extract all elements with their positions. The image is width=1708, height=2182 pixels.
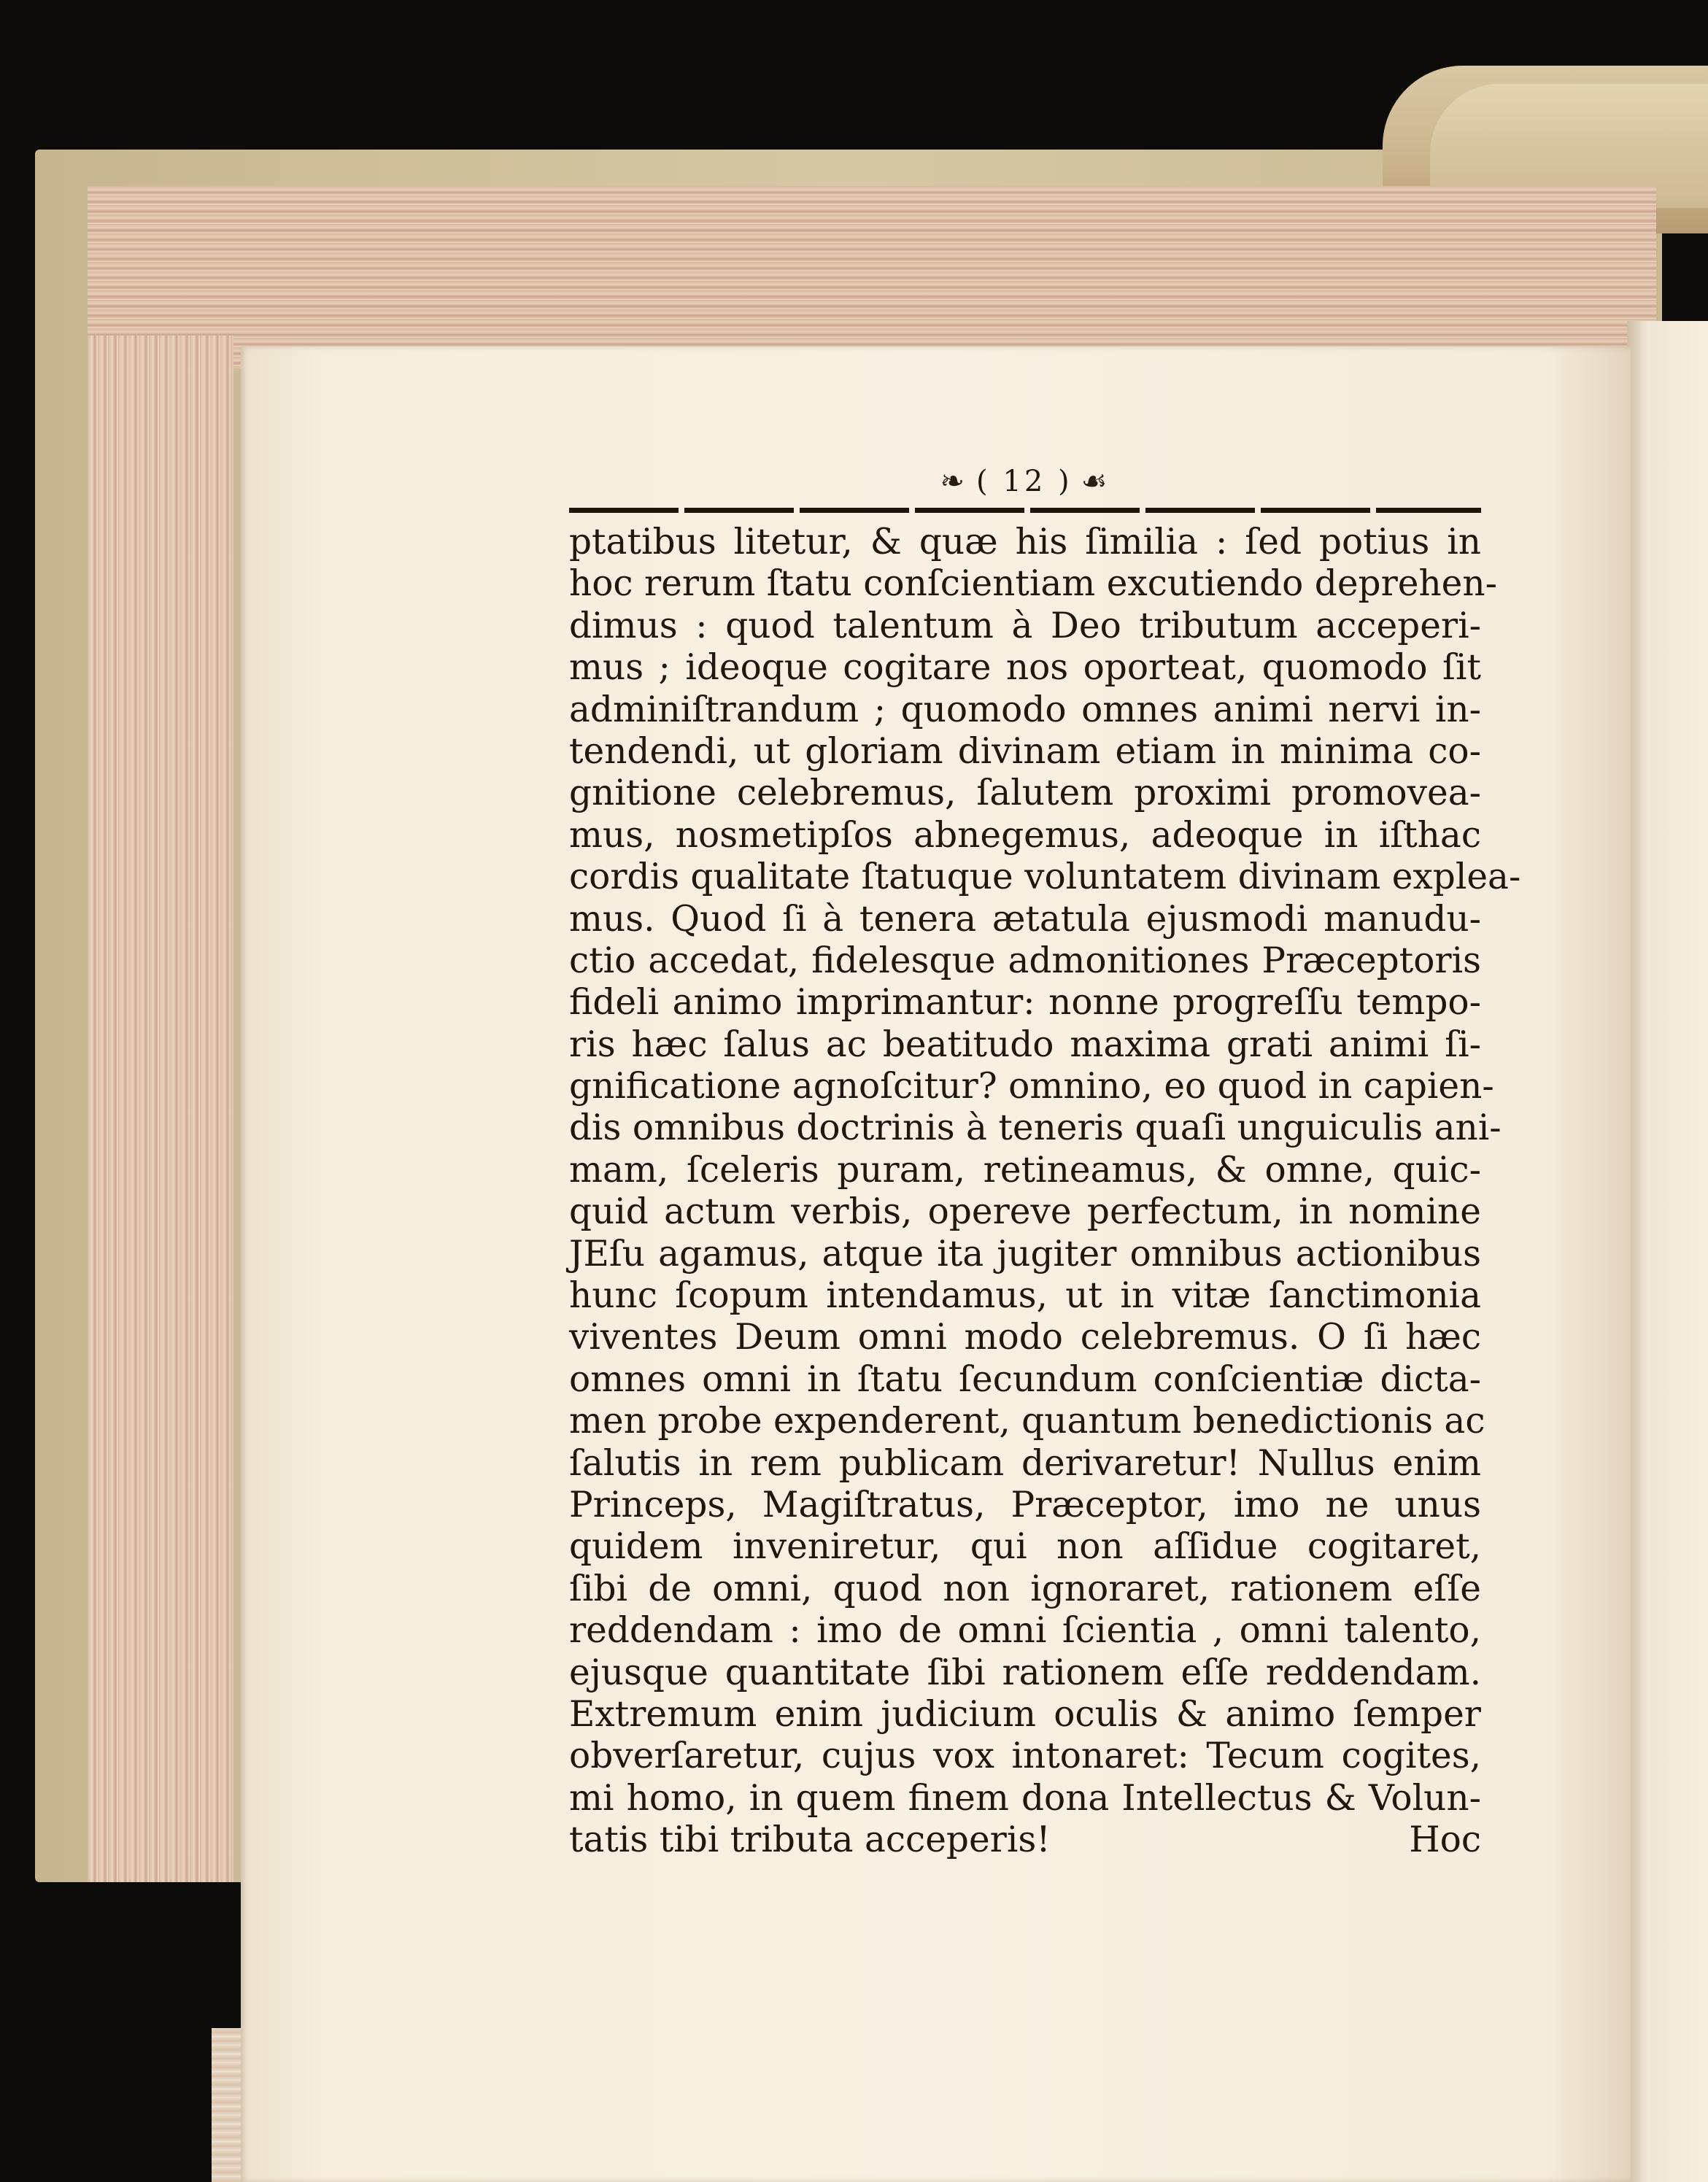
text-line: Extremum enim judicium oculis & animo ſemper (569, 1693, 1481, 1735)
text-line: hoc rerum ſtatu conſcientiam excutiendo deprehen- (569, 563, 1498, 605)
text-line: reddendam : imo de omni ſcientia , omni talento, (569, 1610, 1481, 1652)
text-line: tendendi, ut gloriam divinam etiam in minima co- (569, 730, 1481, 772)
body-text (569, 522, 1521, 1862)
text-line: ctio accedat, fidelesque admonitiones Præceptoris (569, 940, 1481, 981)
running-head (569, 460, 1481, 503)
text-line: obverſaretur, cujus vox intonaret: Tecum cogites, (569, 1736, 1481, 1777)
text-line: omnes omni in ſtatu ſecundum conſcientiæ dicta- (569, 1358, 1481, 1400)
page-number: ( 12 ) (976, 465, 1073, 498)
text-line: ejusque quantitate ſibi rationem eſſe reddendam. (569, 1652, 1481, 1693)
text-line: mus, nosmetipſos abnegemus, adeoque in iſthac (569, 814, 1481, 856)
text-line: quidem inveniretur, qui non aſſidue cogitaret, (569, 1526, 1481, 1568)
page-edges-left (88, 336, 233, 1882)
text-line: viventes Deum omni modo celebremus. O ſi hæc (569, 1317, 1481, 1358)
text-line: dis omnibus doctrinis à teneris quaſi unguiculis ani- (569, 1107, 1502, 1149)
header-rule (569, 508, 1481, 513)
catchword: Hoc (1409, 1819, 1481, 1861)
text-line: fideli animo imprimantur: nonne progreſſu tempo- (569, 982, 1481, 1024)
text-line: cordis qualitate ſtatuque voluntatem divinam explea- (569, 856, 1521, 898)
page-edges-top (88, 186, 1656, 368)
text-line: men probe expenderent, quantum benedictionis ac (569, 1401, 1485, 1442)
page-content (569, 460, 1521, 1862)
text-line: mam, ſceleris puram, retineamus, & omne, quic- (569, 1149, 1481, 1191)
text-line: mus ; ideoque cogitare nos oporteat, quomodo ſit (569, 647, 1481, 689)
text-line: dimus : quod talentum à Deo tributum acceperi- (569, 605, 1481, 646)
text-line: gnificatione agnoſcitur? omnino, eo quod in capien- (569, 1066, 1494, 1107)
text-line-last (569, 1819, 1481, 1861)
facing-page-edge (1627, 321, 1708, 2182)
text-line: mus. Quod ſi à tenera ætatula ejusmodi manudu- (569, 898, 1481, 940)
text-line: ris hæc ſalus ac beatitudo maxima grati animi ſi- (569, 1024, 1481, 1065)
text-line-final: tatis tibi tributa acceperis! (569, 1819, 1051, 1861)
text-line: ſalutis in rem publicam derivaretur! Nullus enim (569, 1442, 1481, 1484)
text-line: quid actum verbis, opereve perfectum, in nomine (569, 1191, 1481, 1233)
text-line: JEſu agamus, atque ita jugiter omnibus actionibus (569, 1233, 1481, 1274)
ornament-left-icon: ❧ (940, 465, 968, 498)
text-line: Princeps, Magiſtratus, Præceptor, imo ne unus (569, 1484, 1481, 1525)
text-line: hunc ſcopum intendamus, ut in vitæ ſanctimonia (569, 1275, 1481, 1317)
text-line: adminiſtrandum ; quomodo omnes animi nervi in- (569, 689, 1481, 730)
text-line: ſibi de omni, quod non ignoraret, rationem eſſe (569, 1568, 1481, 1609)
text-line: ptatibus litetur, & quæ his ſimilia : ſed potius in (569, 522, 1481, 562)
text-line: mi homo, in quem finem dona Intellectus & Volun- (569, 1777, 1481, 1819)
text-line: gnitione celebremus, ſalutem proximi promovea- (569, 773, 1481, 814)
ornament-right-icon: ☙ (1081, 465, 1110, 498)
